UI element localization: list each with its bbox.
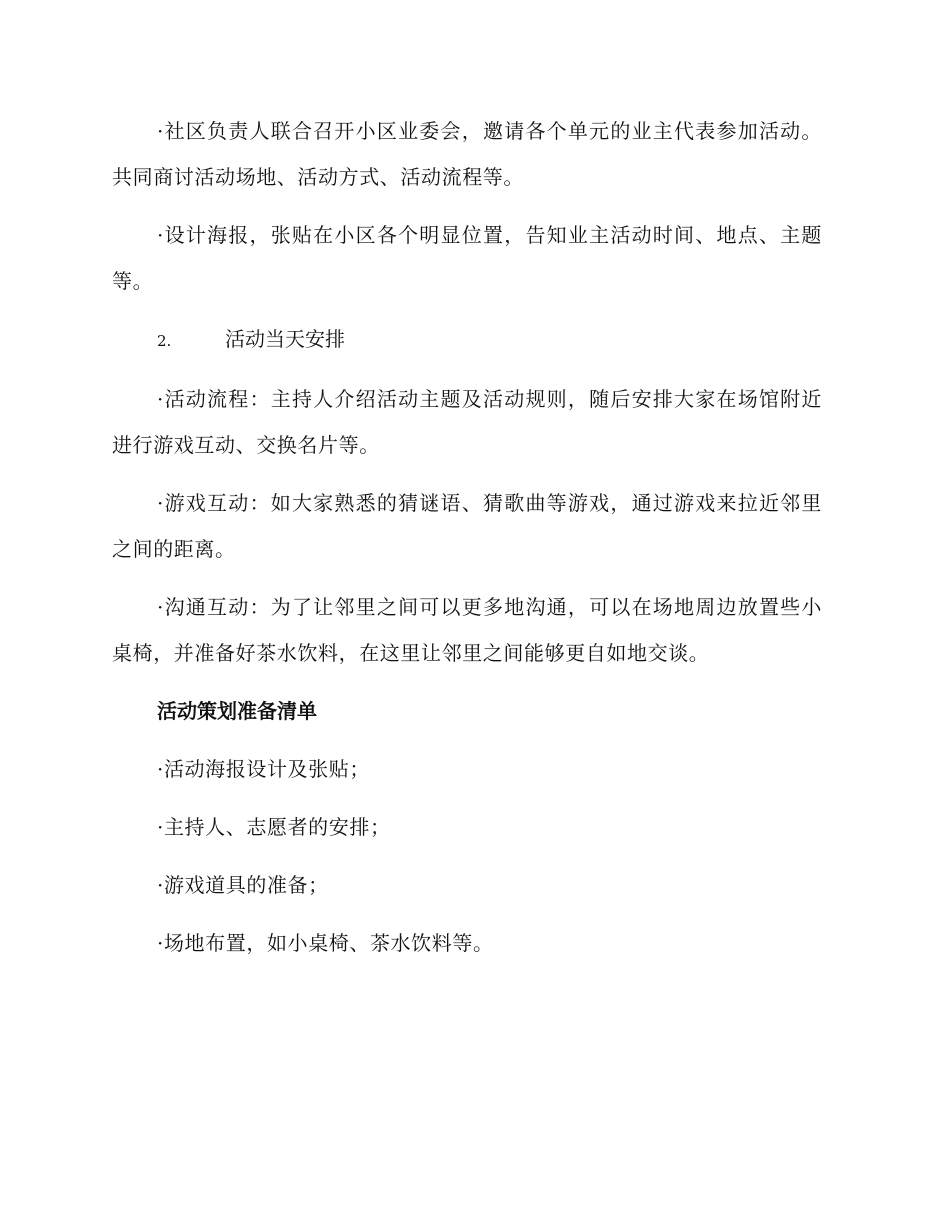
checklist-item: ·活动海报设计及张贴；: [157, 757, 370, 781]
checklist-item: ·游戏道具的准备；: [157, 873, 329, 897]
paragraph-communication: ·沟通互动：为了让邻里之间可以更多地沟通，可以在场地周边放置些小桌椅，并准备好茶水饮料，在这里让邻里之间能够更自如地交谈。: [112, 595, 822, 665]
checklist-heading: 活动策划准备清单: [157, 699, 317, 723]
document-body: [112, 108, 822, 978]
section-heading-event-day: [112, 316, 822, 364]
section-title: 活动当天安排: [225, 327, 345, 351]
paragraph-game-interaction: ·游戏互动：如大家熟悉的猜谜语、猜歌曲等游戏，通过游戏来拉近邻里之间的距离。: [112, 491, 822, 561]
checklist-item: ·主持人、志愿者的安排；: [157, 815, 391, 839]
section-number: 2.: [157, 332, 172, 350]
paragraph-committee-meeting: ·社区负责人联合召开小区业委会，邀请各个单元的业主代表参加活动。共同商讨活动场地、活动方式、活动流程等。: [112, 119, 822, 189]
checklist-item: ·场地布置，如小桌椅、茶水饮料等。: [157, 931, 494, 955]
paragraph-poster: ·设计海报，张贴在小区各个明显位置，告知业主活动时间、地点、主题等。: [112, 223, 822, 293]
paragraph-activity-flow: ·活动流程：主持人介绍活动主题及活动规则，随后安排大家在场馆附近进行游戏互动、交换名片等。: [112, 387, 822, 457]
